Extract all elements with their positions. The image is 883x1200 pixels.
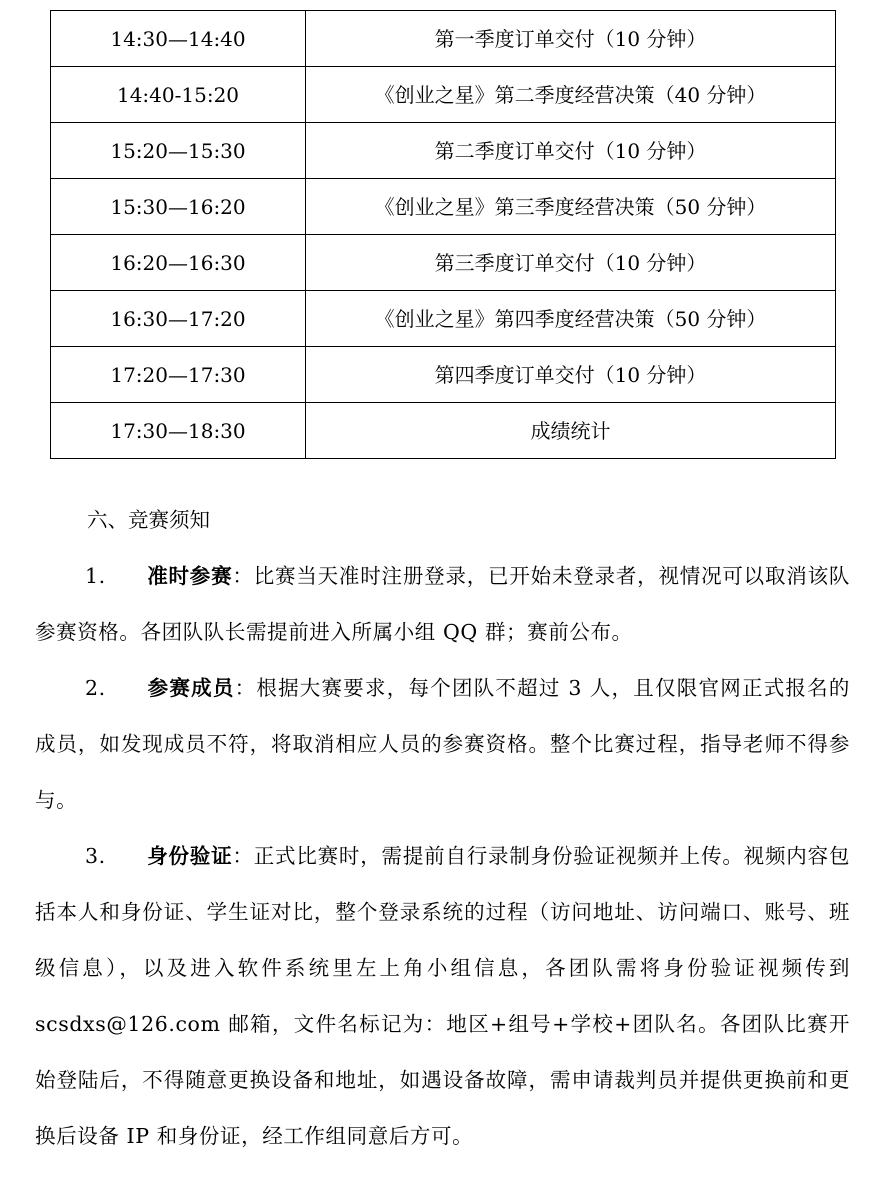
event-cell: 第三季度订单交付（10 分钟）	[306, 235, 836, 291]
table-row	[51, 123, 836, 179]
time-cell: 16:30—17:20	[51, 291, 306, 347]
notice-section	[35, 492, 850, 1164]
time-cell: 14:40-15:20	[51, 67, 306, 123]
event-cell: 《创业之星》第三季度经营决策（50 分钟）	[306, 179, 836, 235]
notice-item-members	[35, 660, 850, 828]
time-cell: 15:20—15:30	[51, 123, 306, 179]
event-cell: 成绩统计	[306, 403, 836, 459]
event-cell: 第二季度订单交付（10 分钟）	[306, 123, 836, 179]
item-lead: 参赛成员	[147, 676, 235, 700]
item-text: ：比赛当天准时注册登录，已开始未登录者，视情况可以取消该队参赛资格。各团队队长需提前进入所属小组 QQ 群；赛前公布。	[35, 564, 850, 644]
table-row	[51, 11, 836, 67]
item-number: 2.	[85, 676, 106, 700]
table-row	[51, 67, 836, 123]
section-heading: 六、竞赛须知	[87, 508, 210, 532]
schedule-table	[50, 10, 836, 459]
time-cell: 15:30—16:20	[51, 179, 306, 235]
table-row	[51, 179, 836, 235]
time-cell: 14:30—14:40	[51, 11, 306, 67]
table-row	[51, 347, 836, 403]
item-number: 3.	[85, 844, 106, 868]
event-cell: 第一季度订单交付（10 分钟）	[306, 11, 836, 67]
event-cell: 《创业之星》第四季度经营决策（50 分钟）	[306, 291, 836, 347]
item-lead: 身份验证	[147, 844, 233, 868]
notice-item-identity	[35, 828, 850, 1164]
notice-item-punctuality	[35, 548, 850, 660]
time-cell: 17:30—18:30	[51, 403, 306, 459]
item-lead: 准时参赛	[147, 564, 233, 588]
time-cell: 17:20—17:30	[51, 347, 306, 403]
event-cell: 第四季度订单交付（10 分钟）	[306, 347, 836, 403]
table-row	[51, 235, 836, 291]
time-cell: 16:20—16:30	[51, 235, 306, 291]
event-cell: 《创业之星》第二季度经营决策（40 分钟）	[306, 67, 836, 123]
item-text: ：正式比赛时，需提前自行录制身份验证视频并上传。视频内容包括本人和身份证、学生证对比，整个登录系统的过程（访问地址、访问端口、账号、班级信息），以及进入软件系统里左上角小组信息，各团队需将身份验证视频传到 scsdxs@126.com 邮箱，文件名标记为：地区+组号+学校+团队名。各团队比赛开始登陆后，不得随意更换设备和地址，如遇设备故障，需申请裁判员并提供更换前和更换后设备 IP 和身份证，经工作组同意后方可。	[35, 844, 850, 1148]
item-number: 1.	[85, 564, 106, 588]
table-row	[51, 291, 836, 347]
item-text: ：根据大赛要求，每个团队不超过 3 人，且仅限官网正式报名的成员，如发现成员不符，将取消相应人员的参赛资格。整个比赛过程，指导老师不得参与。	[35, 676, 850, 812]
table-row	[51, 403, 836, 459]
